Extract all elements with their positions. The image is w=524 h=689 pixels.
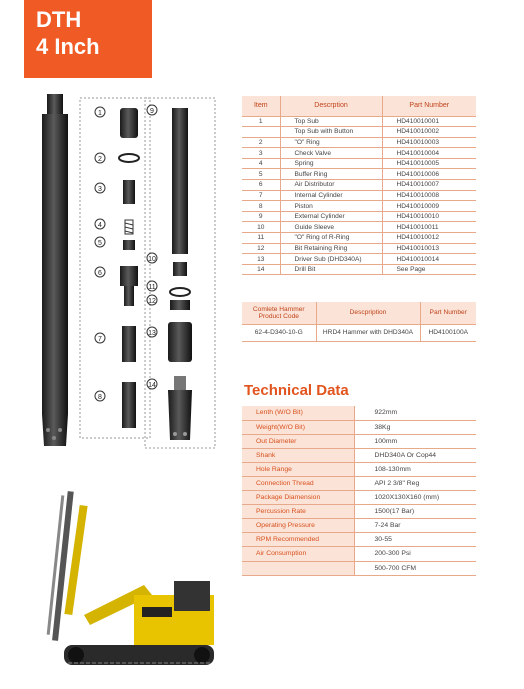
assembled-hammer: [42, 94, 68, 446]
col-description: Descrption: [280, 96, 382, 116]
part-item: 14: [242, 264, 280, 275]
part-number: HD410010001: [382, 116, 476, 127]
spec-value: 108-130mm: [354, 462, 476, 476]
spec-label: Weight(W/O Bit): [242, 420, 354, 434]
part-description: "O" Ring: [280, 137, 382, 148]
spec-value: 922mm: [354, 406, 476, 420]
part-description: Piston: [280, 201, 382, 212]
table-row: [242, 116, 476, 127]
hammer-part-number: HD4100100A: [420, 324, 476, 341]
table-row: [242, 406, 476, 420]
spec-label: [242, 561, 354, 575]
part-item: 4: [242, 158, 280, 169]
table-row: [242, 547, 476, 561]
spec-label: Air Consumption: [242, 547, 354, 561]
spec-value: 500-700 CFM: [354, 561, 476, 575]
part-item: [242, 127, 280, 138]
table-row: [242, 127, 476, 138]
part-number: HD410010014: [382, 254, 476, 265]
part-number: HD410010006: [382, 169, 476, 180]
part-number: See Page: [382, 264, 476, 275]
part-check-valve: [123, 180, 135, 204]
part-number: HD410010008: [382, 190, 476, 201]
part-item: 2: [242, 137, 280, 148]
part-drill-bit: [168, 376, 192, 440]
spec-value: 1020X130X160 (mm): [354, 491, 476, 505]
table-row: [242, 137, 476, 148]
table-row: [242, 533, 476, 547]
spec-label: Package Diamension: [242, 491, 354, 505]
part-item: 1: [242, 116, 280, 127]
part-description: Buffer Ring: [280, 169, 382, 180]
part-item: 12: [242, 243, 280, 254]
technical-data-title: Technical Data: [244, 382, 349, 399]
spec-value: 200-300 Psi: [354, 547, 476, 561]
part-number: HD410010010: [382, 211, 476, 222]
spec-value: DHD340A Or Cop44: [354, 448, 476, 462]
spec-label: Percussion Rate: [242, 505, 354, 519]
spec-label: RPM Recommended: [242, 533, 354, 547]
banner-title-line1: DTH: [36, 7, 82, 32]
table-row: [242, 180, 476, 191]
callout-3: 3: [98, 186, 102, 193]
table-row: [242, 211, 476, 222]
part-internal-cylinder: [122, 326, 136, 362]
table-row: [242, 169, 476, 180]
part-spring: [125, 220, 133, 234]
callout-4: 4: [98, 222, 102, 229]
callout-2: 2: [98, 156, 102, 163]
hammer-exploded-diagram: [30, 90, 220, 460]
part-item: 9: [242, 211, 280, 222]
callout-1: 1: [98, 110, 102, 117]
spec-label: Hole Range: [242, 462, 354, 476]
table-row: [242, 233, 476, 244]
part-description: Check Valve: [280, 148, 382, 159]
callout-8: 8: [98, 394, 102, 401]
table-row: [242, 148, 476, 159]
spec-value: 100mm: [354, 434, 476, 448]
spec-value: API 2 3/8" Reg: [354, 476, 476, 490]
part-item: 13: [242, 254, 280, 265]
table-row: [242, 264, 476, 275]
part-number: HD410010003: [382, 137, 476, 148]
technical-data-table: [242, 406, 476, 576]
table-row: [242, 243, 476, 254]
spec-label: Connection Thread: [242, 476, 354, 490]
product-code: 62-4-D340-10-G: [242, 324, 316, 341]
part-description: External Cylinder: [280, 211, 382, 222]
part-description: Drill Bit: [280, 264, 382, 275]
part-number: HD410010004: [382, 148, 476, 159]
callout-10: 10: [148, 256, 156, 263]
part-item: 10: [242, 222, 280, 233]
callout-11: 11: [148, 284, 156, 291]
table-row: [242, 201, 476, 212]
table-row: [242, 190, 476, 201]
table-row: [242, 222, 476, 233]
part-item: 3: [242, 148, 280, 159]
part-piston: [122, 382, 136, 428]
callout-13: 13: [148, 330, 156, 337]
callout-9: 9: [150, 108, 154, 115]
table-row: [242, 434, 476, 448]
part-description: "O" Ring of R-Ring: [280, 233, 382, 244]
part-top-sub: [120, 108, 138, 138]
part-external-cylinder: [172, 108, 188, 254]
col-product-code: Comlete Hammer Product Code: [242, 302, 316, 324]
callout-7: 7: [98, 336, 102, 343]
table-row: [242, 505, 476, 519]
part-number: HD410010013: [382, 243, 476, 254]
part-air-distributor: [120, 266, 138, 306]
part-item: 6: [242, 180, 280, 191]
spec-value: 38Kg: [354, 420, 476, 434]
spec-label: Out Diameter: [242, 434, 354, 448]
part-number: HD410010009: [382, 201, 476, 212]
part-item: 11: [242, 233, 280, 244]
part-item: 5: [242, 169, 280, 180]
table-row: [242, 519, 476, 533]
title-banner: [24, 0, 152, 78]
hammer-table: [242, 302, 476, 342]
part-number: HD410010011: [382, 222, 476, 233]
callout-6: 6: [98, 270, 102, 277]
col-hammer-part-number: Part Number: [420, 302, 476, 324]
part-number: HD410010005: [382, 158, 476, 169]
part-item: 8: [242, 201, 280, 212]
callout-5: 5: [98, 240, 102, 247]
table-row: [242, 448, 476, 462]
part-retaining-ring: [170, 288, 190, 310]
callout-14: 14: [148, 382, 156, 389]
part-description: Top Sub with Button: [280, 127, 382, 138]
parts-table: [242, 96, 476, 275]
callout-12: 12: [148, 298, 156, 305]
hammer-description: HRD4 Hammer with DHD340A: [316, 324, 420, 341]
spec-value: 30-55: [354, 533, 476, 547]
part-description: Air Distributor: [280, 180, 382, 191]
part-description: Top Sub: [280, 116, 382, 127]
part-guide-sleeve: [173, 262, 187, 276]
part-description: Guide Sleeve: [280, 222, 382, 233]
part-description: Spring: [280, 158, 382, 169]
part-description: Bit Retaining Ring: [280, 243, 382, 254]
col-part-number: Part Number: [382, 96, 476, 116]
spec-label: Shank: [242, 448, 354, 462]
part-number: HD410010002: [382, 127, 476, 138]
part-driver-sub: [168, 322, 192, 362]
part-number: HD410010012: [382, 233, 476, 244]
col-hammer-description: Descpription: [316, 302, 420, 324]
spec-label: Lenth (W/O Bit): [242, 406, 354, 420]
table-row: [242, 324, 476, 341]
banner-title-line2: 4 Inch: [36, 34, 100, 59]
table-row: [242, 158, 476, 169]
part-o-ring: [119, 154, 139, 162]
table-row: [242, 420, 476, 434]
drill-rig-image: [24, 485, 224, 685]
table-row: [242, 462, 476, 476]
table-row: [242, 254, 476, 265]
spec-value: 7-24 Bar: [354, 519, 476, 533]
table-row: [242, 491, 476, 505]
part-description: Internal Cylinder: [280, 190, 382, 201]
table-row: [242, 476, 476, 490]
part-number: HD410010007: [382, 180, 476, 191]
part-item: 7: [242, 190, 280, 201]
table-row: [242, 561, 476, 575]
col-item: Item: [242, 96, 280, 116]
part-description: Driver Sub (DHD340A): [280, 254, 382, 265]
spec-value: 1500(17 Bar): [354, 505, 476, 519]
part-buffer-ring: [123, 240, 135, 250]
spec-label: Operating Pressure: [242, 519, 354, 533]
